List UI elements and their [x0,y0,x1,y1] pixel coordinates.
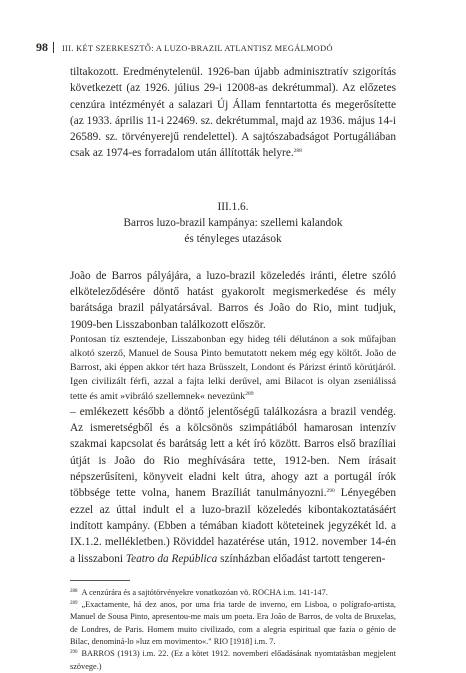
footnote-ref-289[interactable]: 289 [245,390,254,397]
paragraph-2-part2: Lényegében ezzel az úttal indult el a luzo-brazil közeledés kibontakoztatásáért indított kampány. (Ebben a témában kiadott köteteinek jegyzékét ld. a IX.1.2. mellékletben.) Röviddel hazatérése után, 1912. november 14-én a lisszaboni [70,487,396,565]
paragraph-2 [70,404,396,567]
paragraph-2-part1: – emlékezett később a döntő jelentőségű találkozásra a brazil vendég. Az ismeretségből és a kölcsönös szimpátiából hamarosan intenzív szakmai kapcsolat és barátság lett a két író között. Barros első brazíliai útját is João do Rio meghívására tette, 1912-ben. Nem írásait népszerűsíteni, könyveit eladni kelt útra, ahogy azt a portugál írók többsége tette volna, hanem Brazíliát tanulmányozni. [70,405,396,500]
paragraph-2-part3: színházban előadást tartott tengeren- [217,552,386,565]
footnote-ref-288[interactable]: 288 [293,148,302,155]
section-heading [70,199,396,248]
footnote-rule [70,580,130,581]
footnote-290 [70,648,396,673]
running-title: III. KÉT SZERKESZTŐ: A LUZO-BRAZIL ATLANTISZ MEGÁLMODÓ [62,44,333,53]
page-number: 98 [36,40,48,54]
section-title-line1: Barros luzo-brazil kampánya: szellemi kalandok [123,217,343,230]
footnote-number: 288 [70,588,78,594]
footnote-text: A cenzúrára és a sajtótörvényekre vonatkozóan vö. ROCHA i.m. 141-147. [81,587,328,597]
running-header [36,40,436,55]
header-divider [53,42,54,53]
block-quote [70,333,396,404]
body-text [70,64,396,673]
footnote-text: „Exactamente, há dez anos, por uma fria tarde de inverno, em Lisboa, o polígrafo-artista, Manuel de Sousa Pinto, apresentou-me mais um poeta. Era João de Barros, de volta de Bruxelas, de Londres, de Paris. Homem muito civilizado, com a alegria espiritual que fazia o génio de Bilac, denominá-lo »luz em movimento«." RIO [1918] i.m. 7. [70,600,396,647]
intro-paragraph [70,64,396,162]
section-number: III.1.6. [217,200,249,213]
footnote-289 [70,599,396,648]
footnote-ref-290[interactable]: 290 [326,488,335,495]
footnote-number: 290 [70,650,78,656]
footnote-text: BARROS (1913) i.m. 22. (Ez a kötet 1912. novemberi előadásának nyomtatásban megjelent szövege.) [70,649,396,671]
paragraph-1: João de Barros pályájára, a luzo-brazil közeledés iránti, életre szóló elköteleződésére döntő hatást gyakorolt megismerkedése és mély barátsága brazil pályatársával. Barros és João do Rio, mint tudjuk, 1909-ben Lisszabonban találkozott először. [70,269,396,331]
section-title-line2: és tényleges utazások [184,233,282,246]
footnote-288 [70,587,396,599]
quote-text: Pontosan tíz esztendeje, Lisszabonban egy hideg téli délutánon a sok műfajban alkotó szerző, Manuel de Sousa Pinto bemutatott nekem még egy költőt. João de Barrost, aki éppen akkor tért haza Brüsszelt, Londont és Párizst érintő körútjáról. Igen civilizált férfi, azzal a fajta lelki derűvel, ami Bilacot is olyan zseniálissá tette és amit »vibráló szellemnek« nevezünk [70,333,396,402]
footnote-number: 289 [70,601,78,607]
theatre-name: Teatro da República [125,552,218,565]
intro-text: tiltakozott. Eredménytelenül. 1926-ban újabb adminisztratív szigorítás következett (az 1926. július 29-i 12008-as dekrétummal). Az előzetes cenzúra intézményét a salazari Új Állam fenntartotta és megerősítette (az 1933. április 11-i 22469. sz. dekrétummal, majd az 1936. május 14-i 26589. sz. törvényerejű rendelettel). A sajtószabadságot Portugáliában csak az 1974-es forradalom után állították helyre. [70,66,396,160]
